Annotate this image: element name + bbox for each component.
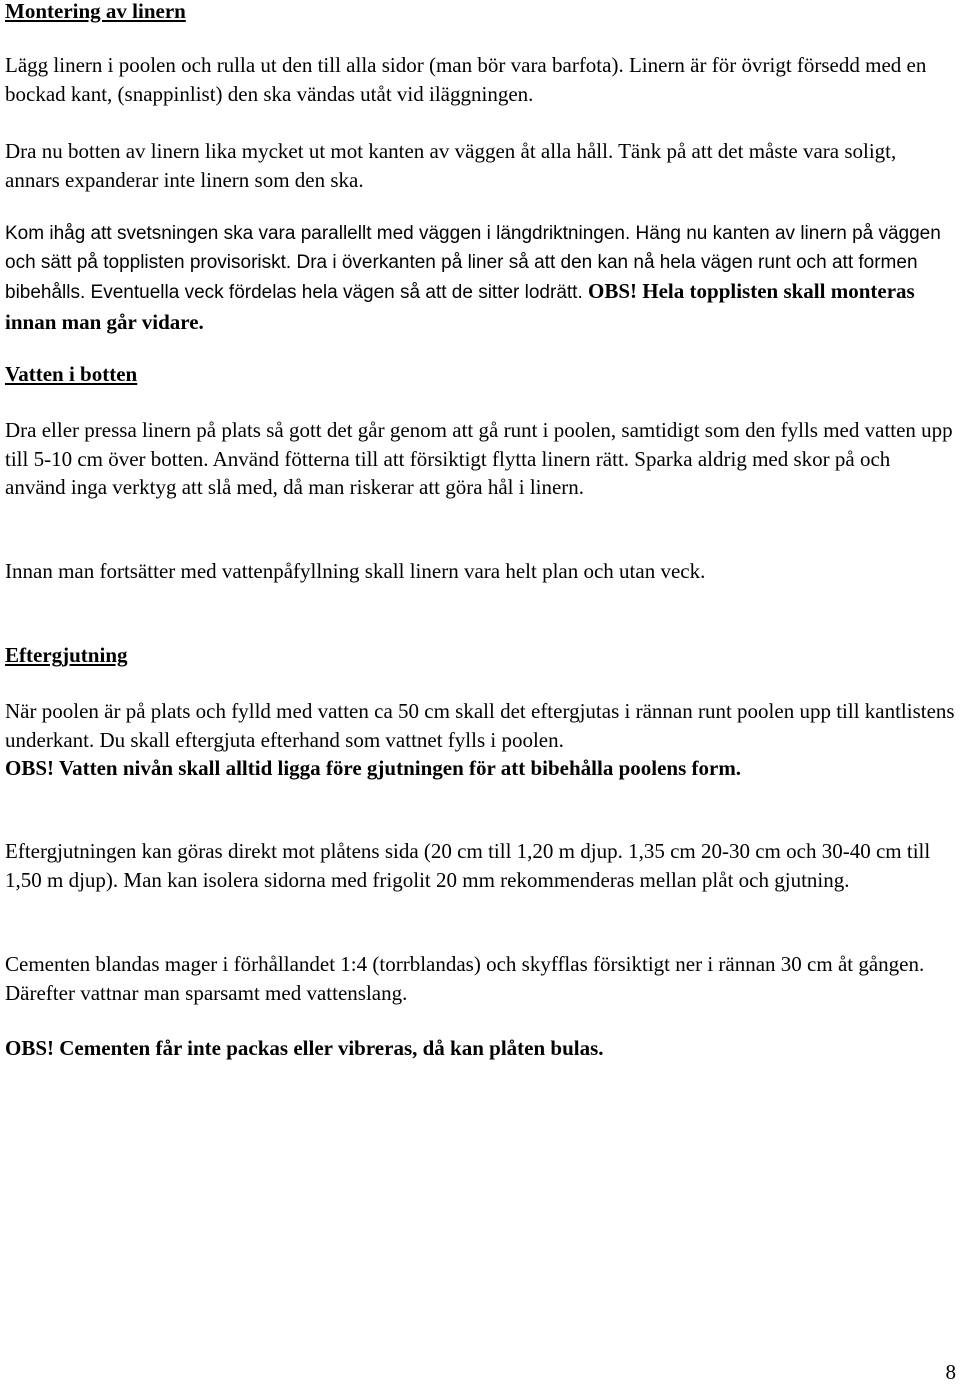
paragraph-eftergjutning-2: Eftergjutningen kan göras direkt mot plåtens sida (20 cm till 1,20 m djup. 1,35 cm 20-30 cm och 30-40 cm till 1,50 m djup). Man kan isolera sidorna med frigolit 20 mm rekommenderas mellan plåt och gjutning. bbox=[5, 839, 931, 892]
page-number: 8 bbox=[945, 1360, 956, 1384]
paragraph-eftergjutning-3: Cementen blandas mager i förhållandet 1:4 (torrblandas) och skyfflas försiktigt ner i rännan 30 cm åt gången. Därefter vattnar man sparsamt med vattenslang. bbox=[5, 952, 925, 1005]
paragraph-eftergjutning-1 bbox=[5, 697, 955, 783]
paragraph-montering-3-text: Kom ihåg att svetsningen ska vara parallellt med väggen i längdriktningen. Häng nu kanten av linern på väggen och sätt på topplisten provisoriskt. Dra i överkanten på liner så att den kan nå hela vägen runt och att formen bibehålls. Eventuella veck fördelas hela vägen så att de sitter lodrätt. bbox=[5, 223, 941, 303]
paragraph-montering-2: Dra nu botten av linern lika mycket ut mot kanten av väggen åt alla håll. Tänk på att det måste vara soligt, annars expanderar inte linern som den ska. bbox=[5, 139, 897, 192]
paragraph-vatten-1: Dra eller pressa linern på plats så gott det går genom att gå runt i poolen, samtidigt som den fylls med vatten upp till 5-10 cm över botten. Använd fötterna till att försiktigt flytta linern rätt. Sparka aldrig med skor på och använd inga verktyg att slå med, då man riskerar att göra hål i linern. bbox=[5, 418, 953, 499]
obs-cement-warning: OBS! Cementen får inte packas eller vibreras, då kan plåten bulas. bbox=[5, 1036, 604, 1060]
obs-toplist-warning: OBS! Hela topplisten skall monteras innan man går vidare. bbox=[5, 279, 915, 334]
heading-vatten-i-botten: Vatten i botten bbox=[5, 362, 138, 386]
heading-eftergjutning: Eftergjutning bbox=[5, 643, 128, 667]
paragraph-eftergjutning-1-text: När poolen är på plats och fylld med vatten ca 50 cm skall det eftergjutas i rännan runt poolen upp till kantlistens underkant. Du skall eftergjuta efterhand som vattnet fylls i poolen. bbox=[5, 699, 955, 752]
paragraph-montering-3 bbox=[5, 220, 955, 338]
paragraph-montering-1: Lägg linern i poolen och rulla ut den till alla sidor (man bör vara barfota). Linern är för övrigt försedd med en bockad kant, (snappinlist) den ska vändas utåt vid iläggningen. bbox=[5, 53, 927, 106]
paragraph-vatten-2: Innan man fortsätter med vattenpåfyllning skall linern vara helt plan och utan veck. bbox=[5, 559, 706, 583]
heading-montering: Montering av linern bbox=[5, 0, 186, 23]
obs-water-level-warning: OBS! Vatten nivån skall alltid ligga före gjutningen för att bibehålla poolens form. bbox=[5, 756, 742, 780]
